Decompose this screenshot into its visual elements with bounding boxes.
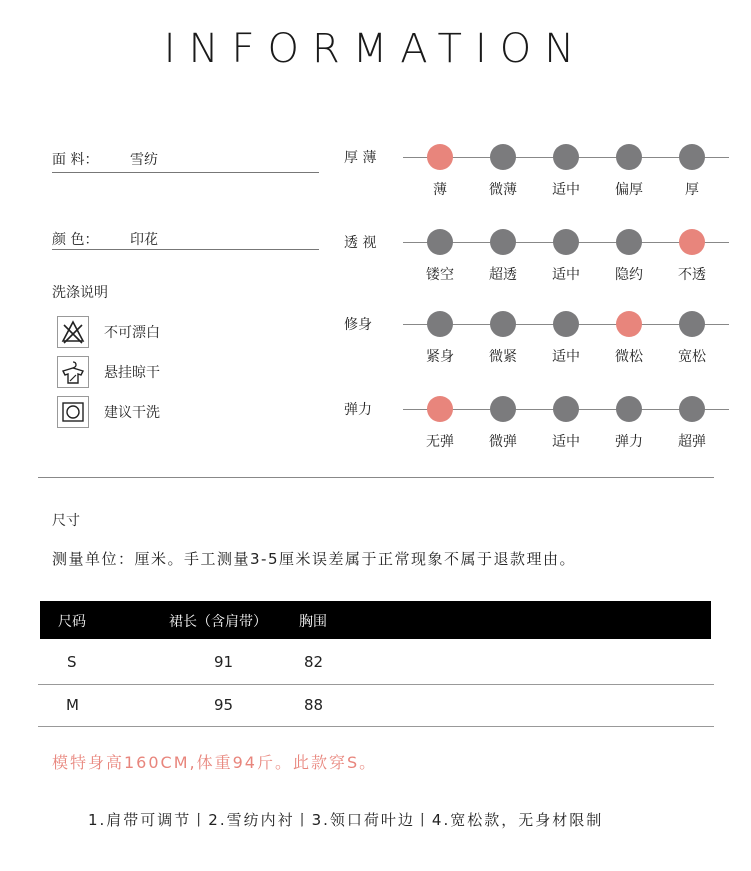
scale-option-label: 薄 (433, 182, 447, 198)
scale-dot (553, 396, 579, 422)
scale-option-label: 超透 (489, 267, 517, 283)
size-title: 尺寸 (52, 513, 80, 529)
scale-option-label: 镂空 (426, 267, 454, 283)
fabric-value: 雪纺 (130, 152, 158, 168)
size-note: 测量单位：厘米。手工测量3-5厘米误差属于正常现象不属于退款理由。 (52, 550, 577, 568)
scale-option-label: 紧身 (426, 349, 454, 365)
scale-option-label: 弹力 (615, 434, 643, 450)
color-underline (52, 249, 319, 250)
table-cell-size: M (66, 696, 79, 714)
table-row-divider (38, 726, 714, 727)
scale-option-label: 隐约 (615, 267, 643, 283)
scale-dot (679, 144, 705, 170)
scale-dot (490, 144, 516, 170)
wash-label-1: 悬挂晾干 (104, 365, 160, 381)
scale-dot-selected (616, 311, 642, 337)
fabric-label: 面 料： (52, 152, 99, 168)
scale-option-label: 不透 (678, 267, 706, 283)
scale-option-label: 超弹 (678, 434, 706, 450)
dry-clean-icon (57, 396, 89, 428)
scale-dot (553, 311, 579, 337)
scale-dot (490, 311, 516, 337)
scale-option-label: 适中 (552, 267, 580, 283)
scale-option-label: 微弹 (489, 434, 517, 450)
header-size: 尺码 (58, 614, 86, 630)
scale-label: 透 视 (344, 235, 377, 251)
wash-label-2: 建议干洗 (104, 405, 160, 421)
scale-option-label: 适中 (552, 434, 580, 450)
scale-dot (427, 311, 453, 337)
scale-option-label: 微松 (615, 349, 643, 365)
section-divider (38, 477, 714, 478)
size-table-header (40, 601, 711, 639)
model-note: 模特身高160CM,体重94斤。此款穿S。 (52, 753, 378, 772)
scale-option-label: 宽松 (678, 349, 706, 365)
scale-dot (616, 144, 642, 170)
scale-dot (553, 144, 579, 170)
scale-dot-selected (679, 229, 705, 255)
header-length: 裙长（含肩带） (169, 614, 267, 630)
color-label: 颜 色： (52, 232, 99, 248)
scale-dot (679, 396, 705, 422)
scale-dot-selected (427, 396, 453, 422)
scale-option-label: 适中 (552, 349, 580, 365)
table-cell-size: S (67, 653, 77, 671)
feature-footer: 1.肩带可调节丨2.雪纺内衬丨3.领口荷叶边丨4.宽松款，无身材限制 (88, 811, 604, 829)
table-cell-length: 95 (214, 696, 234, 714)
header-bust: 胸围 (299, 614, 327, 630)
scale-option-label: 适中 (552, 182, 580, 198)
table-cell-bust: 88 (304, 696, 324, 714)
no-bleach-icon (57, 316, 89, 348)
table-cell-length: 91 (214, 653, 234, 671)
washing-title: 洗涤说明 (52, 285, 108, 301)
scale-label: 厚 薄 (344, 150, 377, 166)
table-row-divider (38, 684, 714, 685)
scale-option-label: 微紧 (489, 349, 517, 365)
scale-dot (679, 311, 705, 337)
scale-dot (616, 229, 642, 255)
hang-dry-icon (57, 356, 89, 388)
table-cell-bust: 82 (304, 653, 324, 671)
color-value: 印花 (130, 232, 158, 248)
scale-dot (490, 229, 516, 255)
fabric-underline (52, 172, 319, 173)
scale-option-label: 无弹 (426, 434, 454, 450)
scale-dot (616, 396, 642, 422)
scale-dot (427, 229, 453, 255)
scale-option-label: 厚 (685, 182, 699, 198)
scale-label: 修身 (344, 317, 372, 333)
wash-label-0: 不可漂白 (104, 325, 160, 341)
scale-dot-selected (427, 144, 453, 170)
scale-dot (553, 229, 579, 255)
scale-option-label: 偏厚 (615, 182, 643, 198)
scale-dot (490, 396, 516, 422)
scale-option-label: 微薄 (489, 182, 517, 198)
page-title: INFORMATION (163, 26, 588, 72)
scale-label: 弹力 (344, 402, 372, 418)
